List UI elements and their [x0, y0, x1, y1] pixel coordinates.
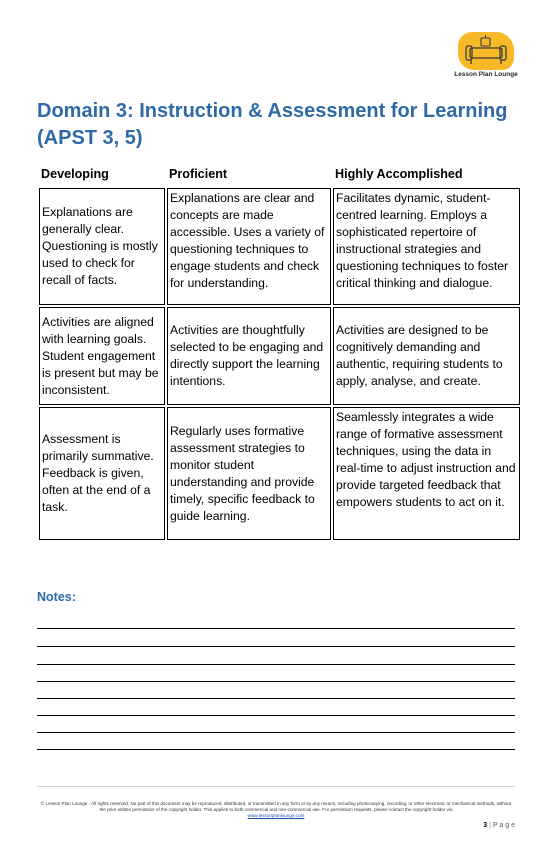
notes-line	[37, 646, 515, 647]
header-proficient: Proficient	[169, 166, 228, 181]
header-developing: Developing	[41, 166, 109, 181]
table-cell: Activities are designed to be cognitively demanding and authentic, requiring students to apply, analyse, and create.	[333, 307, 520, 405]
sofa-logo-icon	[458, 32, 514, 70]
table-cell: Explanations are generally clear. Questioning is mostly used to check for recall of facts.	[39, 188, 165, 305]
notes-line	[37, 664, 515, 665]
page-number-value: 3	[483, 822, 488, 829]
notes-line	[37, 715, 515, 716]
notes-line	[37, 749, 515, 750]
table-row	[39, 188, 520, 305]
header-highly-accomplished: Highly Accomplished	[335, 166, 463, 181]
table-cell: Regularly uses formative assessment strategies to monitor student understanding and provide timely, specific feedback to guide learning.	[167, 407, 331, 540]
footer-copyright	[37, 801, 515, 819]
notes-label: Notes:	[37, 590, 76, 604]
table-cell: Facilitates dynamic, student-centred learning. Employs a sophisticated repertoire of instructional strategies and questioning techniques to foster critical thinking and dialogue.	[333, 188, 520, 305]
notes-line	[37, 732, 515, 733]
notes-line	[37, 681, 515, 682]
table-row	[39, 407, 520, 540]
page-number	[483, 822, 515, 829]
table-cell: Assessment is primarily summative. Feedback is given, often at the end of a task.	[39, 407, 165, 540]
notes-line	[37, 698, 515, 699]
table-header-row	[39, 162, 520, 186]
table-cell: Explanations are clear and concepts are made accessible. Uses a variety of questioning techniques to engage students and check for understanding.	[167, 188, 331, 305]
footer-divider	[37, 786, 515, 787]
table-cell: Activities are thoughtfully selected to be engaging and directly support the learning intentions.	[167, 307, 331, 405]
page-separator: |	[489, 822, 491, 829]
copyright-text: © Lesson Plan Lounge - All rights reserved. No part of this document may be reproduced, distributed, or transmitted in any form or by any means, including photocopying, recording, or other electronic or mechanical methods, without the prior written permission of the copyright holder. This applies to both commercial and non-commercial use. For permission requests, please contact the copyright holder via	[40, 801, 512, 812]
brand-logo	[452, 30, 520, 86]
website-link[interactable]: www.lessonplanlounge.com	[247, 813, 305, 818]
page-label: P a g e	[492, 822, 515, 829]
table-cell: Activities are aligned with learning goals. Student engagement is present but may be inconsistent.	[39, 307, 165, 405]
table-row	[39, 307, 520, 405]
page-title: Domain 3: Instruction & Assessment for Learning (APST 3, 5)	[37, 100, 508, 149]
table-cell: Seamlessly integrates a wide range of formative assessment techniques, using the data in real-time to adjust instruction and provide targeted feedback that empowers students to act on it.	[333, 407, 520, 540]
rubric-table	[37, 160, 522, 542]
notes-line	[37, 628, 515, 629]
logo-text: Lesson Plan Lounge	[454, 71, 518, 78]
